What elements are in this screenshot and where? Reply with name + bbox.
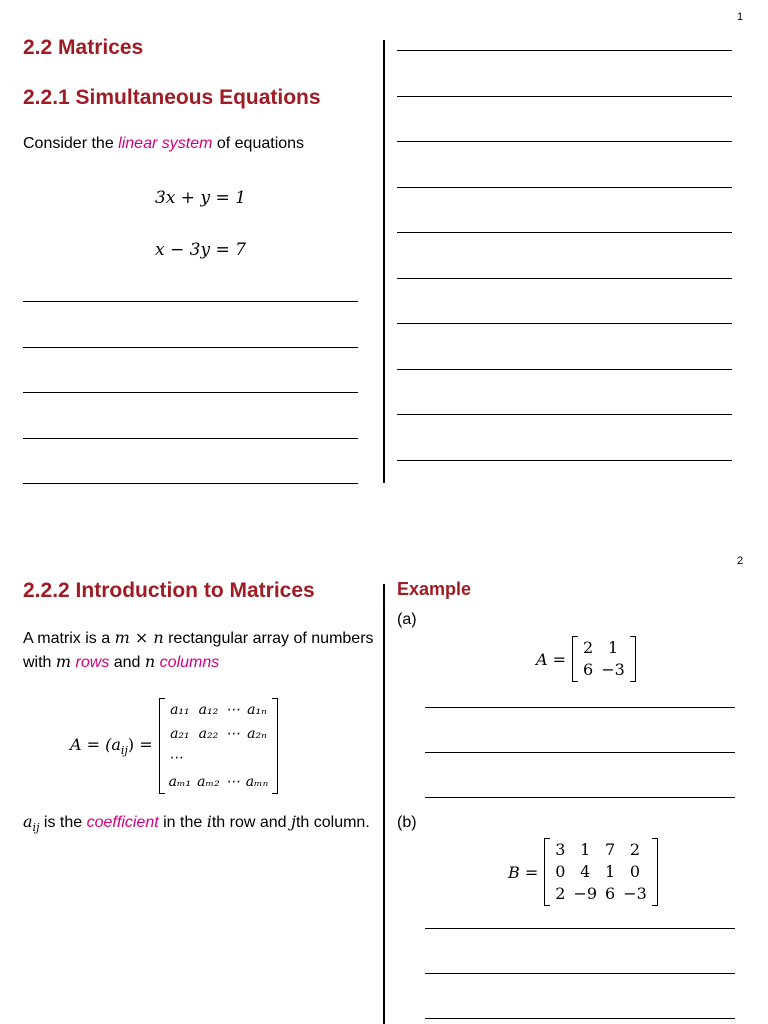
a-sub: ij <box>32 821 40 835</box>
matrix-cell: a₁₁ <box>170 702 190 718</box>
times-sign: × <box>129 628 154 647</box>
matrix-cell: 0 <box>555 862 566 881</box>
coef-text: is the <box>39 814 87 831</box>
matrix-a <box>536 636 636 682</box>
matrix-row <box>166 770 272 794</box>
matrix-row <box>551 883 651 905</box>
note-line <box>23 301 358 302</box>
matrix-cell: a₁₂ <box>198 702 219 718</box>
n-var: n <box>153 628 164 647</box>
matrix-cell: ⋯ <box>225 774 240 790</box>
matrix-row <box>551 839 651 861</box>
note-line <box>397 187 732 188</box>
coef-text: th column. <box>295 814 370 831</box>
intro-text <box>23 132 304 155</box>
matrix-cell: a₂ₙ <box>247 726 267 742</box>
lhs-end: ) = <box>127 734 153 754</box>
matrix-row <box>166 698 272 722</box>
column-divider <box>383 40 385 483</box>
note-line <box>397 278 732 279</box>
note-line <box>23 392 358 393</box>
note-line <box>425 928 735 929</box>
matrix-cell: 7 <box>605 840 616 859</box>
matrix-cell: aₘ₁ <box>168 774 192 790</box>
m-var: m <box>114 628 130 647</box>
left-bracket <box>572 636 578 682</box>
note-line <box>397 50 732 51</box>
note-line <box>23 347 358 348</box>
note-line <box>23 483 358 484</box>
column-divider <box>383 584 385 1024</box>
matrix-cell: ⋯ <box>225 726 240 742</box>
note-line <box>397 232 732 233</box>
example-a-label: (a) <box>397 611 417 628</box>
matrix-cell: −3 <box>623 884 647 903</box>
matrix-cell: aₘ₂ <box>197 774 220 790</box>
coef-text: in the <box>158 814 207 831</box>
def-text: and <box>109 654 145 671</box>
matrix-cell: aₘₙ <box>245 774 269 790</box>
equation-1 <box>155 188 246 208</box>
matrix-cell: ⋯ <box>168 750 183 766</box>
coefficient-definition <box>23 810 375 839</box>
matrix-cell: a₁ₙ <box>247 702 267 718</box>
note-line <box>425 1018 735 1019</box>
def-text: A matrix is a <box>23 630 115 647</box>
linear-system-term: linear system <box>118 135 213 152</box>
rows-term: rows <box>75 654 110 671</box>
matrix-cell: 4 <box>580 862 591 881</box>
matrix-cell <box>194 746 223 770</box>
matrix-row <box>166 746 272 770</box>
page-number: 2 <box>737 555 744 567</box>
columns-term: columns <box>159 654 220 671</box>
left-bracket <box>159 698 165 794</box>
matrix-cell: 2 <box>555 884 566 903</box>
page-number: 1 <box>737 11 744 23</box>
note-line <box>397 96 732 97</box>
note-line <box>397 460 732 461</box>
matrix-cell: 2 <box>583 638 594 657</box>
matrix-cell: 1 <box>580 840 591 859</box>
note-line <box>425 707 735 708</box>
equation-1-text: 3x + y = 1 <box>155 188 246 208</box>
matrix-cell <box>223 746 243 770</box>
m-var: m <box>55 652 72 671</box>
equation-2 <box>155 240 246 260</box>
example-b-label: (b) <box>397 814 417 831</box>
matrix-row <box>166 722 272 746</box>
matrix-cell: −9 <box>573 884 598 903</box>
example-heading: Example <box>397 579 472 599</box>
matrix-cell: 2 <box>629 840 641 859</box>
matrix-definition <box>23 626 375 674</box>
note-line <box>397 369 732 370</box>
matrix-cell: 1 <box>607 638 619 657</box>
matrix-cell: 6 <box>583 660 594 679</box>
matrix-b-table <box>551 839 651 905</box>
j-var: j <box>290 812 296 831</box>
matrix-cell: 1 <box>605 862 616 881</box>
matrix-row <box>579 637 629 659</box>
a-var: a <box>23 812 33 831</box>
general-matrix <box>70 698 278 794</box>
matrix-row <box>551 861 651 883</box>
right-bracket <box>652 838 658 906</box>
matrix-a-lhs: A = <box>536 649 567 669</box>
subsection-title: 2.2.1 Simultaneous Equations <box>23 86 321 109</box>
left-bracket <box>544 838 550 906</box>
matrix-cell <box>243 746 272 770</box>
lhs-text: A = (a <box>70 734 121 754</box>
intro-prefix: Consider the <box>23 135 119 152</box>
note-line <box>397 414 732 415</box>
note-line <box>397 141 732 142</box>
matrix-cell: −3 <box>601 660 625 679</box>
general-matrix-lhs <box>70 735 153 757</box>
general-matrix-table <box>166 698 272 794</box>
note-line <box>23 438 358 439</box>
coef-text: th row and <box>211 814 291 831</box>
i-var: i <box>206 812 212 831</box>
note-line <box>425 973 735 974</box>
section-title: 2.2 Matrices <box>23 36 144 59</box>
equation-2-text: x − 3y = 7 <box>155 240 246 260</box>
matrix-b-lhs: B = <box>508 862 539 882</box>
matrix-b <box>508 838 658 906</box>
right-bracket <box>630 636 636 682</box>
matrix-cell: a₂₁ <box>170 726 190 742</box>
right-bracket <box>272 698 278 794</box>
coefficient-term: coefficient <box>86 814 159 831</box>
matrix-cell: 3 <box>555 840 566 859</box>
def-text: rectangular array of numbers with <box>23 630 374 671</box>
matrix-cell: a₂₂ <box>198 726 219 742</box>
note-line <box>425 752 735 753</box>
n-var: n <box>144 652 156 671</box>
matrix-cell: 6 <box>605 884 616 903</box>
matrix-cell: 0 <box>629 862 641 881</box>
section-title: 2.2.2 Introduction to Matrices <box>23 579 315 602</box>
lhs-sub: ij <box>120 744 128 758</box>
matrix-a-table <box>579 637 629 681</box>
matrix-row <box>579 659 629 681</box>
intro-suffix: of equations <box>212 135 305 152</box>
note-line <box>397 323 732 324</box>
note-line <box>425 797 735 798</box>
matrix-cell: ⋯ <box>225 702 240 718</box>
